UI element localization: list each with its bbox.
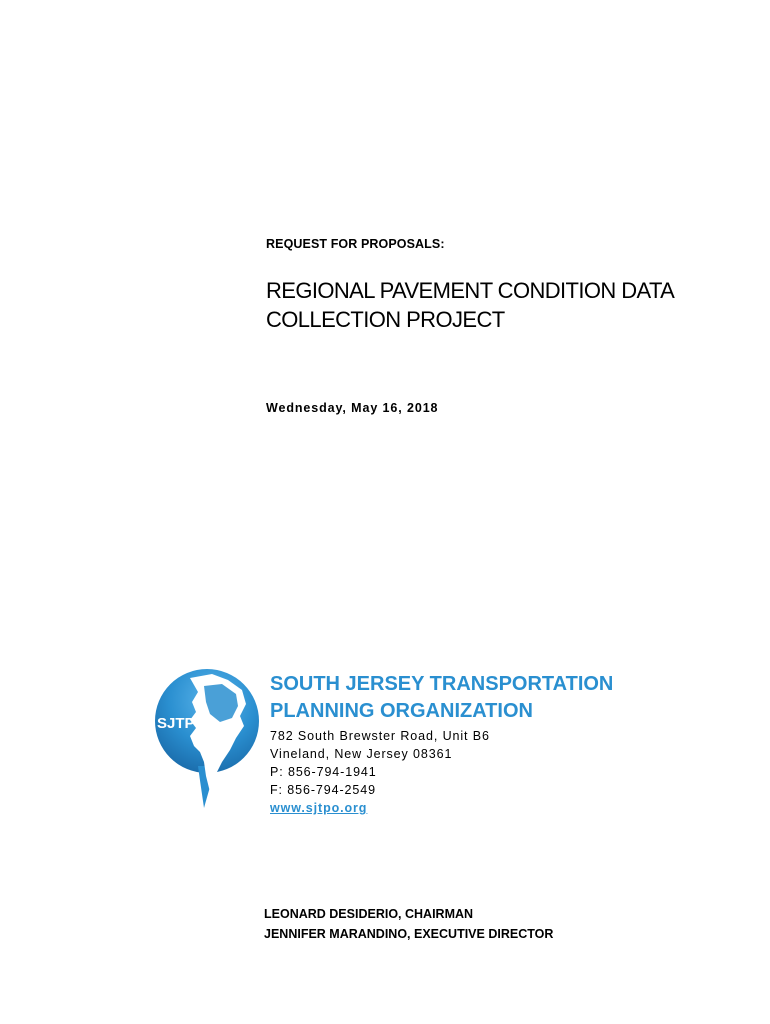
organization-name-line: PLANNING ORGANIZATION xyxy=(270,700,533,722)
fax-number: F: 856-794-2549 xyxy=(270,783,376,797)
officer-executive-director: JENNIFER MARANDINO, EXECUTIVE DIRECTOR xyxy=(264,927,554,941)
address-line: Vineland, New Jersey 08361 xyxy=(270,747,453,761)
website-link[interactable]: www.sjtpo.org xyxy=(270,801,368,815)
document-title-line: REGIONAL PAVEMENT CONDITION DATA xyxy=(266,278,675,303)
document-title-line: COLLECTION PROJECT xyxy=(266,307,505,332)
officers-block xyxy=(264,904,553,944)
phone-number: P: 856-794-1941 xyxy=(270,765,377,779)
document-date: Wednesday, May 16, 2018 xyxy=(266,401,439,415)
logo-text: SJTPO xyxy=(157,715,207,732)
address-line: 782 South Brewster Road, Unit B6 xyxy=(270,729,490,743)
contact-block xyxy=(270,727,490,817)
organization-name-line: SOUTH JERSEY TRANSPORTATION xyxy=(270,673,614,695)
officer-chairman: LEONARD DESIDERIO, CHAIRMAN xyxy=(264,907,474,921)
organization-name xyxy=(270,671,740,725)
sjtpo-logo xyxy=(150,666,265,811)
rfp-label: REQUEST FOR PROPOSALS: xyxy=(266,237,445,251)
document-title xyxy=(266,276,736,334)
